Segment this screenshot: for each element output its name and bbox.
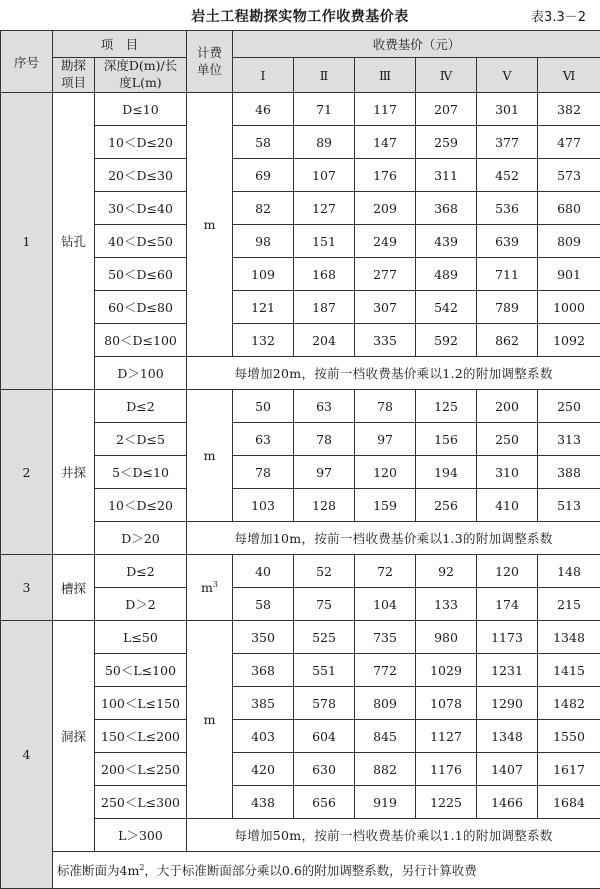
price-table — [0, 30, 600, 889]
price-cell: 109 — [233, 258, 294, 291]
unit-cell: m — [187, 621, 233, 819]
section-name: 井探 — [53, 390, 95, 555]
price-cell: 133 — [416, 588, 477, 621]
increment-note: 每增加50m，按前一档收费基价乘以1.1的附加调整系数 — [187, 819, 600, 852]
price-cell: 40 — [233, 555, 294, 588]
header-seq: 序号 — [1, 31, 53, 93]
price-cell: 200 — [477, 390, 538, 423]
price-cell: 513 — [538, 489, 600, 522]
price-cell: 1000 — [538, 291, 600, 324]
header-grade: Ⅱ — [294, 58, 355, 93]
price-cell: 630 — [294, 753, 355, 786]
header-survey-item-label: 勘探项目 — [60, 58, 88, 92]
price-cell: 120 — [477, 555, 538, 588]
price-cell: 1173 — [477, 621, 538, 654]
price-cell: 420 — [233, 753, 294, 786]
price-cell: 901 — [538, 258, 600, 291]
header-grade: Ⅰ — [233, 58, 294, 93]
range-cell: D≤2 — [95, 555, 187, 588]
table-row — [1, 390, 600, 423]
price-cell: 301 — [477, 93, 538, 126]
price-cell: 489 — [416, 258, 477, 291]
price-cell: 117 — [355, 93, 416, 126]
price-cell: 452 — [477, 159, 538, 192]
price-cell: 52 — [294, 555, 355, 588]
price-cell: 711 — [477, 258, 538, 291]
price-cell: 121 — [233, 291, 294, 324]
table-number: 表3.3－2 — [531, 6, 586, 25]
unit-base: m — [201, 580, 213, 595]
price-cell: 207 — [416, 93, 477, 126]
price-cell: 82 — [233, 192, 294, 225]
range-cell: D≤10 — [95, 93, 187, 126]
price-cell: 311 — [416, 159, 477, 192]
header-survey-item — [53, 58, 95, 93]
price-cell: 58 — [233, 588, 294, 621]
price-cell: 277 — [355, 258, 416, 291]
range-cell: D＞2 — [95, 588, 187, 621]
price-cell: 604 — [294, 720, 355, 753]
price-cell: 980 — [416, 621, 477, 654]
price-cell: 92 — [416, 555, 477, 588]
price-cell: 194 — [416, 456, 477, 489]
price-cell: 1176 — [416, 753, 477, 786]
range-cell: 60＜D≤80 — [95, 291, 187, 324]
price-cell: 204 — [294, 324, 355, 357]
price-cell: 1466 — [477, 786, 538, 819]
price-cell: 551 — [294, 654, 355, 687]
range-cell: 2＜D≤5 — [95, 423, 187, 456]
section-seq: 4 — [1, 621, 53, 889]
range-cell: 50＜L≤100 — [95, 654, 187, 687]
header-depth-label: 深度D(m)/长度L(m) — [103, 58, 179, 92]
price-cell: 127 — [294, 192, 355, 225]
price-cell: 1029 — [416, 654, 477, 687]
price-cell: 159 — [355, 489, 416, 522]
range-cell: 200＜L≤250 — [95, 753, 187, 786]
header-depth — [95, 58, 187, 93]
price-cell: 438 — [233, 786, 294, 819]
range-cell: D≤2 — [95, 390, 187, 423]
header-grade: Ⅲ — [355, 58, 416, 93]
header-grade: Ⅵ — [538, 58, 600, 93]
price-cell: 735 — [355, 621, 416, 654]
range-cell: 5＜D≤10 — [95, 456, 187, 489]
price-cell: 78 — [294, 423, 355, 456]
increment-note: 每增加20m，按前一档收费基价乘以1.2的附加调整系数 — [187, 357, 600, 390]
price-cell: 882 — [355, 753, 416, 786]
price-cell: 919 — [355, 786, 416, 819]
price-cell: 573 — [538, 159, 600, 192]
range-cell: D＞20 — [95, 522, 187, 555]
range-cell: 150＜L≤200 — [95, 720, 187, 753]
price-cell: 809 — [538, 225, 600, 258]
table-caption — [0, 0, 600, 30]
price-cell: 125 — [416, 390, 477, 423]
range-cell: 30＜D≤40 — [95, 192, 187, 225]
price-cell: 477 — [538, 126, 600, 159]
price-cell: 388 — [538, 456, 600, 489]
price-cell: 249 — [355, 225, 416, 258]
section-seq: 3 — [1, 555, 53, 621]
price-cell: 410 — [477, 489, 538, 522]
footnote-post: ，大于标准断面部分乘以0.6的附加调整系数，另行计算收费 — [144, 863, 476, 878]
price-cell: 104 — [355, 588, 416, 621]
header-unit-label: 计费单位 — [196, 45, 224, 79]
price-cell: 151 — [294, 225, 355, 258]
header-item-group: 项 目 — [53, 31, 187, 58]
range-cell: 10＜D≤20 — [95, 489, 187, 522]
price-cell: 1407 — [477, 753, 538, 786]
price-cell: 176 — [355, 159, 416, 192]
section-name: 钻孔 — [53, 93, 95, 390]
price-cell: 148 — [538, 555, 600, 588]
price-cell: 58 — [233, 126, 294, 159]
price-cell: 542 — [416, 291, 477, 324]
range-cell: 250＜L≤300 — [95, 786, 187, 819]
price-cell: 680 — [538, 192, 600, 225]
footnote — [53, 852, 600, 889]
price-cell: 1550 — [538, 720, 600, 753]
price-cell: 525 — [294, 621, 355, 654]
price-cell: 350 — [233, 621, 294, 654]
price-cell: 1348 — [477, 720, 538, 753]
price-cell: 789 — [477, 291, 538, 324]
range-cell: 20＜D≤30 — [95, 159, 187, 192]
increment-note: 每增加10m，按前一档收费基价乘以1.3的附加调整系数 — [187, 522, 600, 555]
price-cell: 71 — [294, 93, 355, 126]
price-cell: 845 — [355, 720, 416, 753]
footnote-pre: 标准断面为4m — [57, 863, 139, 878]
price-cell: 368 — [233, 654, 294, 687]
price-cell: 250 — [538, 390, 600, 423]
table-row — [1, 621, 600, 654]
price-cell: 809 — [355, 687, 416, 720]
price-cell: 536 — [477, 192, 538, 225]
price-cell: 1348 — [538, 621, 600, 654]
price-cell: 89 — [294, 126, 355, 159]
price-cell: 1415 — [538, 654, 600, 687]
price-cell: 209 — [355, 192, 416, 225]
price-cell: 78 — [355, 390, 416, 423]
price-cell: 656 — [294, 786, 355, 819]
price-cell: 368 — [416, 192, 477, 225]
price-cell: 1290 — [477, 687, 538, 720]
price-cell: 335 — [355, 324, 416, 357]
price-cell: 439 — [416, 225, 477, 258]
range-cell: 40＜D≤50 — [95, 225, 187, 258]
table-row — [1, 93, 600, 126]
price-cell: 1078 — [416, 687, 477, 720]
unit-cell: m — [187, 93, 233, 357]
price-cell: 187 — [294, 291, 355, 324]
header-grade: Ⅳ — [416, 58, 477, 93]
unit-cell — [187, 555, 233, 621]
price-cell: 592 — [416, 324, 477, 357]
price-cell: 168 — [294, 258, 355, 291]
price-cell: 1092 — [538, 324, 600, 357]
unit-cell: m — [187, 390, 233, 522]
price-cell: 772 — [355, 654, 416, 687]
price-cell: 132 — [233, 324, 294, 357]
price-cell: 97 — [355, 423, 416, 456]
price-cell: 128 — [294, 489, 355, 522]
price-cell: 156 — [416, 423, 477, 456]
price-cell: 256 — [416, 489, 477, 522]
unit-exponent: 3 — [213, 580, 218, 589]
price-cell: 50 — [233, 390, 294, 423]
price-cell: 174 — [477, 588, 538, 621]
section-name: 洞探 — [53, 621, 95, 852]
range-cell: 100＜L≤150 — [95, 687, 187, 720]
price-cell: 382 — [538, 93, 600, 126]
header-unit — [187, 31, 233, 93]
table-row — [1, 852, 600, 889]
price-cell: 385 — [233, 687, 294, 720]
price-cell: 147 — [355, 126, 416, 159]
price-cell: 307 — [355, 291, 416, 324]
price-cell: 313 — [538, 423, 600, 456]
range-cell: 80＜D≤100 — [95, 324, 187, 357]
price-cell: 1127 — [416, 720, 477, 753]
section-name: 槽探 — [53, 555, 95, 621]
header-grade: Ⅴ — [477, 58, 538, 93]
price-cell: 1225 — [416, 786, 477, 819]
price-cell: 120 — [355, 456, 416, 489]
price-cell: 377 — [477, 126, 538, 159]
price-cell: 1482 — [538, 687, 600, 720]
section-seq: 2 — [1, 390, 53, 555]
price-cell: 78 — [233, 456, 294, 489]
range-cell: L＞300 — [95, 819, 187, 852]
price-cell: 578 — [294, 687, 355, 720]
price-cell: 259 — [416, 126, 477, 159]
price-cell: 1684 — [538, 786, 600, 819]
price-cell: 250 — [477, 423, 538, 456]
table-row — [1, 555, 600, 588]
range-cell: 50＜D≤60 — [95, 258, 187, 291]
price-cell: 97 — [294, 456, 355, 489]
price-cell: 98 — [233, 225, 294, 258]
price-cell: 69 — [233, 159, 294, 192]
price-cell: 639 — [477, 225, 538, 258]
header-price-group: 收费基价（元） — [233, 31, 600, 58]
price-cell: 72 — [355, 555, 416, 588]
price-cell: 215 — [538, 588, 600, 621]
price-cell: 63 — [233, 423, 294, 456]
range-cell: D＞100 — [95, 357, 187, 390]
price-cell: 75 — [294, 588, 355, 621]
table-title: 岩土工程勘探实物工作收费基价表 — [0, 6, 600, 26]
price-cell: 1231 — [477, 654, 538, 687]
price-cell: 310 — [477, 456, 538, 489]
price-cell: 862 — [477, 324, 538, 357]
price-cell: 107 — [294, 159, 355, 192]
price-cell: 103 — [233, 489, 294, 522]
price-cell: 63 — [294, 390, 355, 423]
price-cell: 1617 — [538, 753, 600, 786]
range-cell: L≤50 — [95, 621, 187, 654]
footnote-sup: 2 — [139, 863, 144, 872]
price-cell: 403 — [233, 720, 294, 753]
section-seq: 1 — [1, 93, 53, 390]
range-cell: 10＜D≤20 — [95, 126, 187, 159]
price-cell: 46 — [233, 93, 294, 126]
